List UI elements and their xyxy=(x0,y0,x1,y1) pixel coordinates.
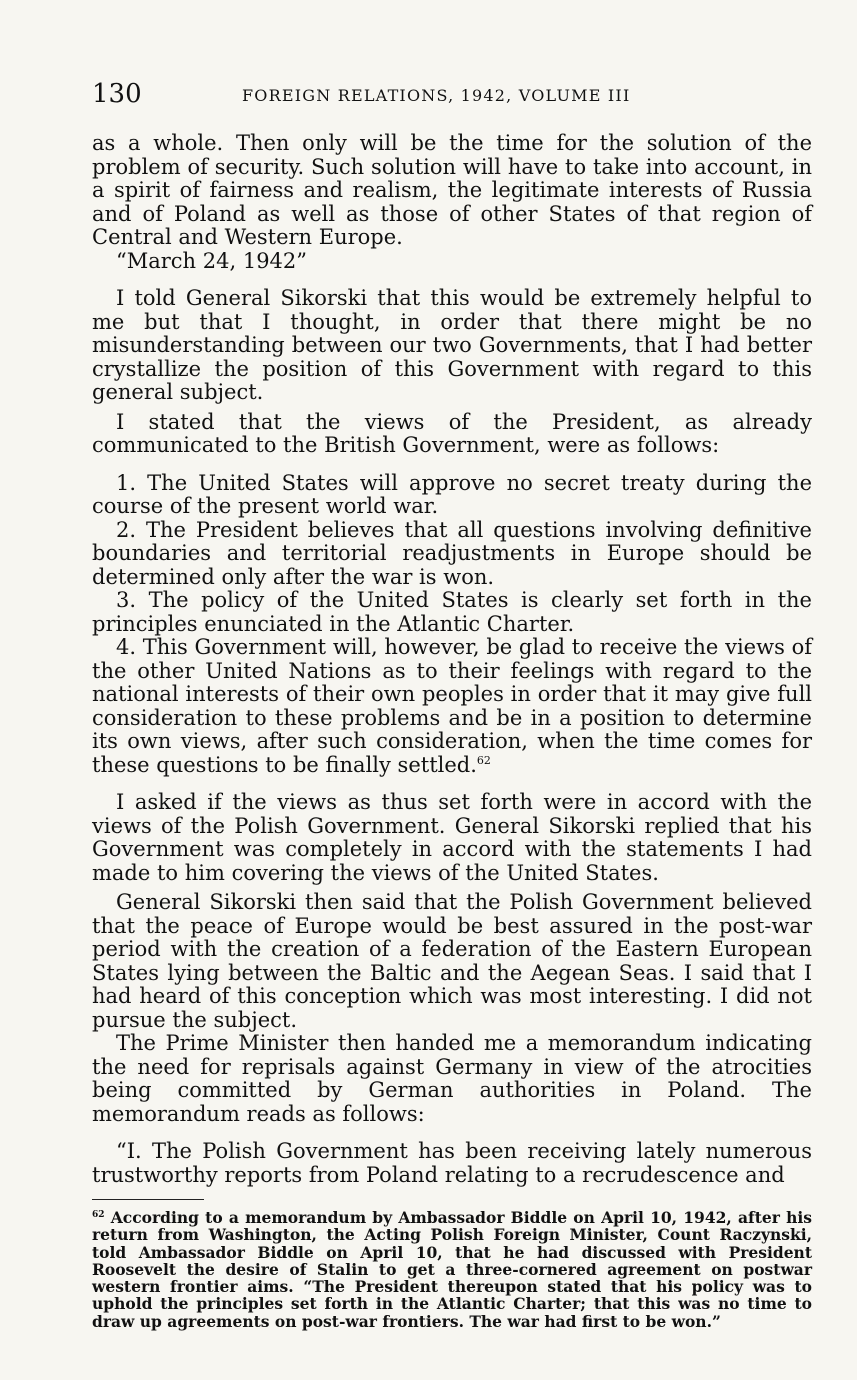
quoted-paragraph: “I. The Polish Government has been receiving lately numerous trustworthy reports from Poland relating to a recrudescence and xyxy=(92,1139,812,1187)
paragraph: The Prime Minister then handed me a memorandum indicating the need for reprisals against Germany in view of the atrocities being committed by German authorities in Poland. The memorandum reads as follows: xyxy=(92,1031,812,1126)
footnote-text: According to a memorandum by Ambassador Biddle on April 10, 1942, after his return from Washington, the Acting Polish Foreign Minister, Count Raczynski, told Ambassador Biddle on April 10, that he had discussed with President Roosevelt the desire of Stalin to get a three-cornered agreement on postwar western frontier aims. “The President thereupon stated that his policy was to uphold the principles set forth in the Atlantic Charter; that this was no time to draw up agreements on post-war frontiers. The war had first to be won.” xyxy=(92,1208,812,1331)
list-item: 1. The United States will approve no secret treaty during the course of the present world war. xyxy=(92,470,812,518)
list-item: 2. The President believes that all questions involving definitive boundaries and territorial readjustments in Europe should be determined only after the war is won. xyxy=(92,517,812,589)
paragraph: I asked if the views as thus set forth were in accord with the views of the Polish Government. General Sikorski replied that his Government was completely in accord with the statements I had made to him covering the views of the United States. xyxy=(92,790,812,885)
footnote-reference: 62 xyxy=(476,753,491,767)
running-title: FOREIGN RELATIONS, 1942, VOLUME III xyxy=(242,86,631,105)
list-item-text: 4. This Government will, however, be glad to receive the views of the other United Nations as to their feelings with regard to the national interests of their own peoples in order that it may give full consideration to these problems and be in a position to determine its own views, after such consideration, when the time comes for these questions to be finally settled. xyxy=(92,635,812,777)
footnote-marker: 62 xyxy=(92,1209,105,1220)
body-text xyxy=(92,132,812,1187)
page-number: 130 xyxy=(92,79,142,109)
paragraph: I told General Sikorski that this would be extremely helpful to me but that I thought, in order that there might be no misunderstanding between our two Governments, that I had better crystallize the position of this Government with regard to this general subject. xyxy=(92,286,812,404)
paragraph: I stated that the views of the President, as already communicated to the British Government, were as follows: xyxy=(92,409,812,457)
list-item: 3. The policy of the United States is clearly set forth in the principles enunciated in the Atlantic Charter. xyxy=(92,588,812,636)
list-item xyxy=(92,636,812,777)
paragraph-continued: as a whole. Then only will be the time for the solution of the problem of security. Such solution will have to take into account, in a spirit of fairness and realism, the legitimate interests of Russia and of Poland as well as those of other States of that region of Central and Western Europe. xyxy=(92,131,812,249)
paragraph: General Sikorski then said that the Polish Government believed that the peace of Europe would be best assured in the post-war period with the creation of a federation of the Eastern European States lying between the Baltic and the Aegean Seas. I said that I had heard of this conception which was most interesting. I did not pursue the subject. xyxy=(92,890,812,1032)
footnote xyxy=(92,1209,812,1330)
quote-date: “March 24, 1942” xyxy=(116,248,308,273)
page-header xyxy=(92,78,812,114)
footnote-divider xyxy=(92,1199,204,1200)
